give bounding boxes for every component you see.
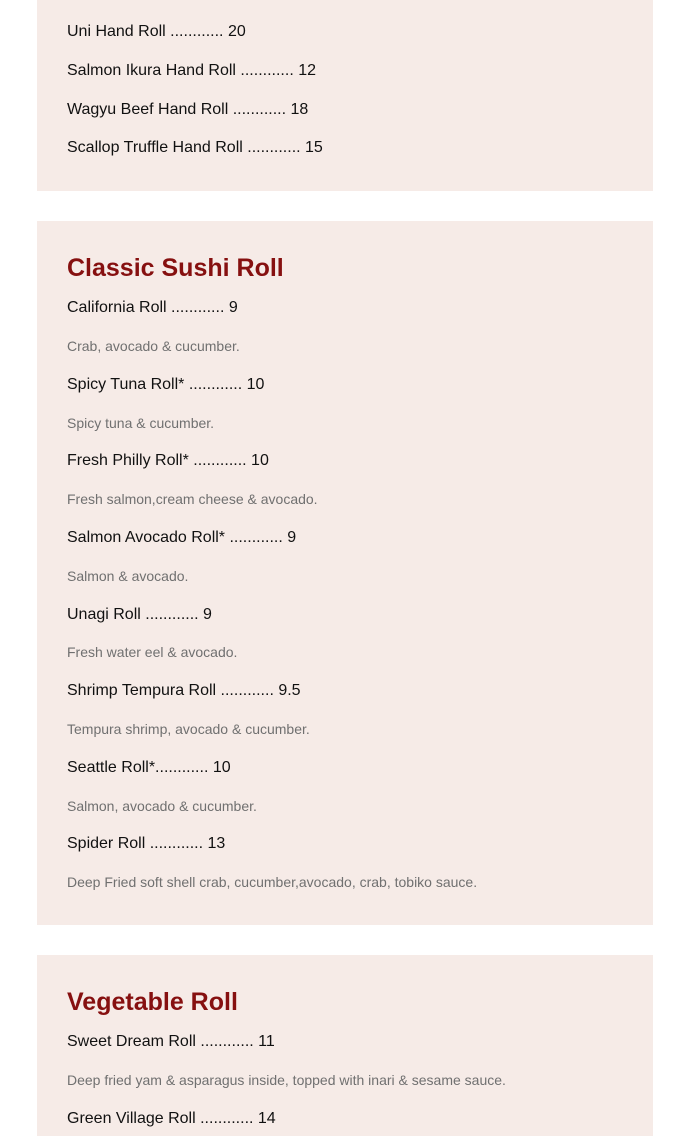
- menu-item-description: Fresh water eel & avocado.: [67, 644, 238, 660]
- menu-item-description: Salmon & avocado.: [67, 568, 189, 584]
- section-title: Classic Sushi Roll: [67, 254, 284, 282]
- menu-item-name: Salmon Ikura Hand Roll ............ 12: [67, 62, 316, 79]
- menu-item-name: Shrimp Tempura Roll ............ 9.5: [67, 682, 301, 699]
- vegetable-roll-section: [37, 955, 653, 1136]
- menu-item-name: Sweet Dream Roll ............ 11: [67, 1033, 275, 1050]
- menu-item-name: Unagi Roll ............ 9: [67, 606, 212, 623]
- section-title: Vegetable Roll: [67, 988, 238, 1016]
- menu-item-description: Fresh salmon,cream cheese & avocado.: [67, 491, 318, 507]
- menu-item-description: Crab, avocado & cucumber.: [67, 338, 240, 354]
- hand-roll-section: [37, 0, 653, 191]
- menu-item-name: Spicy Tuna Roll* ............ 10: [67, 376, 265, 393]
- menu-item-name: Uni Hand Roll ............ 20: [67, 23, 246, 40]
- menu-item-name: Green Village Roll ............ 14: [67, 1110, 276, 1127]
- menu-item-name: Scallop Truffle Hand Roll ............ 15: [67, 139, 323, 156]
- menu-item-description: Salmon, avocado & cucumber.: [67, 798, 257, 814]
- classic-sushi-roll-section: [37, 221, 653, 925]
- menu-item-description: Deep fried yam & asparagus inside, topped with inari & sesame sauce.: [67, 1072, 506, 1088]
- menu-item-description: Spicy tuna & cucumber.: [67, 415, 215, 431]
- menu-item-description: Deep Fried soft shell crab, cucumber,avocado, crab, tobiko sauce.: [67, 874, 478, 890]
- menu-item-description: Tempura shrimp, avocado & cucumber.: [67, 721, 310, 737]
- menu-item-name: California Roll ............ 9: [67, 299, 238, 316]
- menu-item-name: Seattle Roll*............ 10: [67, 759, 231, 776]
- menu-item-name: Fresh Philly Roll* ............ 10: [67, 452, 269, 469]
- menu-item-name: Wagyu Beef Hand Roll ............ 18: [67, 101, 309, 118]
- menu-item-name: Spider Roll ............ 13: [67, 835, 226, 852]
- menu-item-name: Salmon Avocado Roll* ............ 9: [67, 529, 297, 546]
